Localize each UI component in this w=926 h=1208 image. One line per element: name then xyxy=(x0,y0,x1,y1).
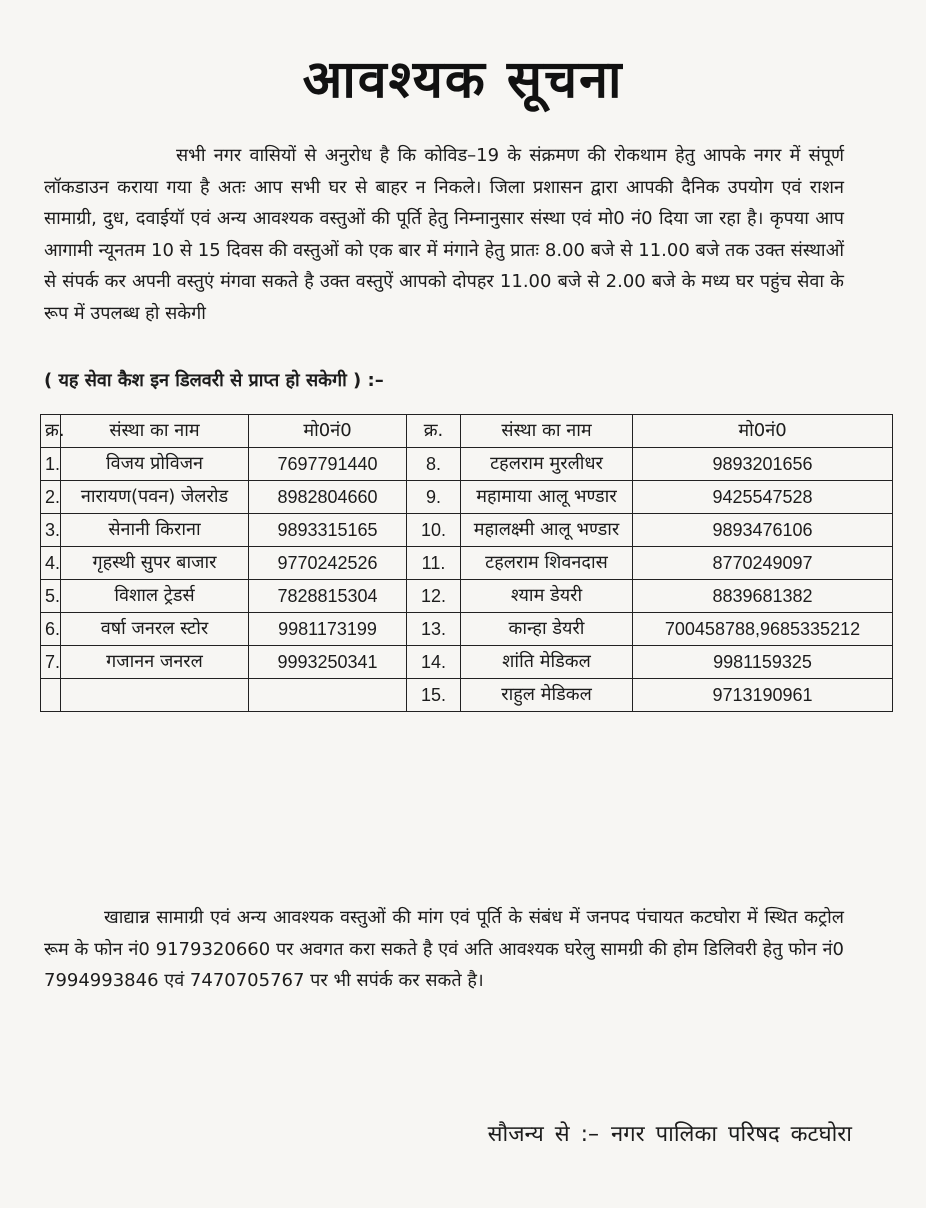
table-row xyxy=(41,679,893,712)
row-sn: 7. xyxy=(41,646,61,679)
row-phone: 8839681382 xyxy=(633,580,893,613)
header-phone-2: मो0नं0 xyxy=(633,415,893,448)
row-sn: 5. xyxy=(41,580,61,613)
row-phone: 9713190961 xyxy=(633,679,893,712)
row-phone: 8982804660 xyxy=(249,481,407,514)
header-sn-2: क्र. xyxy=(407,415,461,448)
table-row xyxy=(41,613,893,646)
table-row xyxy=(41,514,893,547)
closing-paragraph: खाद्यान्न सामाग्री एवं अन्य आवश्यक वस्तुओं की मांग एवं पूर्ति के संबंध में जनपद पंचायत कटघोरा में स्थित कट्रोल रूम के फोन नं0 9179320660 पर अवगत करा सकते है एवं अति आवश्यक घरेलु सामग्री की होम डिलिवरी हेतु फोन नं0 7994993846 एवं 7470705767 पर भी सपंर्क कर सकते है। xyxy=(44,907,844,991)
table-header-row xyxy=(41,415,893,448)
row-phone: 700458788,9685335212 xyxy=(633,613,893,646)
header-sn-1: क्र. xyxy=(41,415,61,448)
row-sn xyxy=(41,679,61,712)
row-name: महालक्ष्मी आलू भण्डार xyxy=(461,514,633,547)
table-row xyxy=(41,646,893,679)
row-name: गजानन जनरल xyxy=(61,646,249,679)
row-phone: 9893315165 xyxy=(249,514,407,547)
row-phone xyxy=(249,679,407,712)
row-name: सेनानी किराना xyxy=(61,514,249,547)
table-row xyxy=(41,580,893,613)
header-name-1: संस्था का नाम xyxy=(61,415,249,448)
row-name xyxy=(61,679,249,712)
row-sn: 8. xyxy=(407,448,461,481)
header-phone-1: मो0नं0 xyxy=(249,415,407,448)
row-phone: 9893201656 xyxy=(633,448,893,481)
row-phone: 9770242526 xyxy=(249,547,407,580)
intro-paragraph: सभी नगर वासियों से अनुरोध है कि कोविड–19 के संक्रमण की रोकथाम हेतु आपके नगर में संपूर्ण लॉकडाउन कराया गया है अतः आप सभी घर से बाहर न निकले। जिला प्रशासन द्वारा आपकी दैनिक उपयोग एवं राशन सामाग्री, दुध, दवाईयॉ एवं अन्य आवश्यक वस्तुओं की पूर्ति हेतु निम्नानुसार संस्था एवं मो0 नं0 दिया जा रहा है। कृपया आप आगामी न्यूनतम 10 से 15 दिवस की वस्तुओं को एक बार में मंगाने हेतु प्रातः 8.00 बजे से 11.00 बजे तक उक्त संस्थाओं से संपर्क कर अपनी वस्तुएं मंगवा सकते है उक्त वस्तुऐं आपको दोपहर 11.00 बजे से 2.00 बजे के मध्य घर पहुंच सेवा के रूप में उपलब्ध हो सकेगी xyxy=(44,145,844,324)
header-name-2: संस्था का नाम xyxy=(461,415,633,448)
footer-label: सौजन्य से :– xyxy=(487,1122,600,1147)
table-row xyxy=(41,448,893,481)
row-sn: 9. xyxy=(407,481,461,514)
row-name: महामाया आलू भण्डार xyxy=(461,481,633,514)
row-sn: 15. xyxy=(407,679,461,712)
row-phone: 9981173199 xyxy=(249,613,407,646)
row-name: नारायण(पवन) जेलरोड xyxy=(61,481,249,514)
row-phone: 7828815304 xyxy=(249,580,407,613)
row-sn: 14. xyxy=(407,646,461,679)
row-name: विशाल ट्रेडर्स xyxy=(61,580,249,613)
table-row xyxy=(41,547,893,580)
row-phone: 9425547528 xyxy=(633,481,893,514)
row-name: गृहस्थी सुपर बाजार xyxy=(61,547,249,580)
row-name: टहलराम शिवनदास xyxy=(461,547,633,580)
row-sn: 13. xyxy=(407,613,461,646)
row-sn: 10. xyxy=(407,514,461,547)
table-row xyxy=(41,481,893,514)
row-name: विजय प्रोविजन xyxy=(61,448,249,481)
row-phone: 7697791440 xyxy=(249,448,407,481)
row-sn: 11. xyxy=(407,547,461,580)
service-note: ( यह सेवा कैश इन डिलवरी से प्राप्त हो सकेगी ) :– xyxy=(44,370,384,391)
row-sn: 6. xyxy=(41,613,61,646)
row-name: शांति मेडिकल xyxy=(461,646,633,679)
notice-title: आवश्यक सूचना xyxy=(302,50,624,110)
row-name: वर्षा जनरल स्टोर xyxy=(61,613,249,646)
footer-org: नगर पालिका परिषद कटघोरा xyxy=(611,1122,852,1147)
row-name: कान्हा डेयरी xyxy=(461,613,633,646)
footer-credit xyxy=(476,1118,852,1148)
row-sn: 1. xyxy=(41,448,61,481)
row-phone: 8770249097 xyxy=(633,547,893,580)
row-name: राहुल मेडिकल xyxy=(461,679,633,712)
row-phone: 9981159325 xyxy=(633,646,893,679)
row-sn: 12. xyxy=(407,580,461,613)
row-phone: 9893476106 xyxy=(633,514,893,547)
row-name: श्याम डेयरी xyxy=(461,580,633,613)
row-phone: 9993250341 xyxy=(249,646,407,679)
row-name: टहलराम मुरलीधर xyxy=(461,448,633,481)
supplier-table xyxy=(40,414,893,712)
row-sn: 2. xyxy=(41,481,61,514)
row-sn: 4. xyxy=(41,547,61,580)
row-sn: 3. xyxy=(41,514,61,547)
